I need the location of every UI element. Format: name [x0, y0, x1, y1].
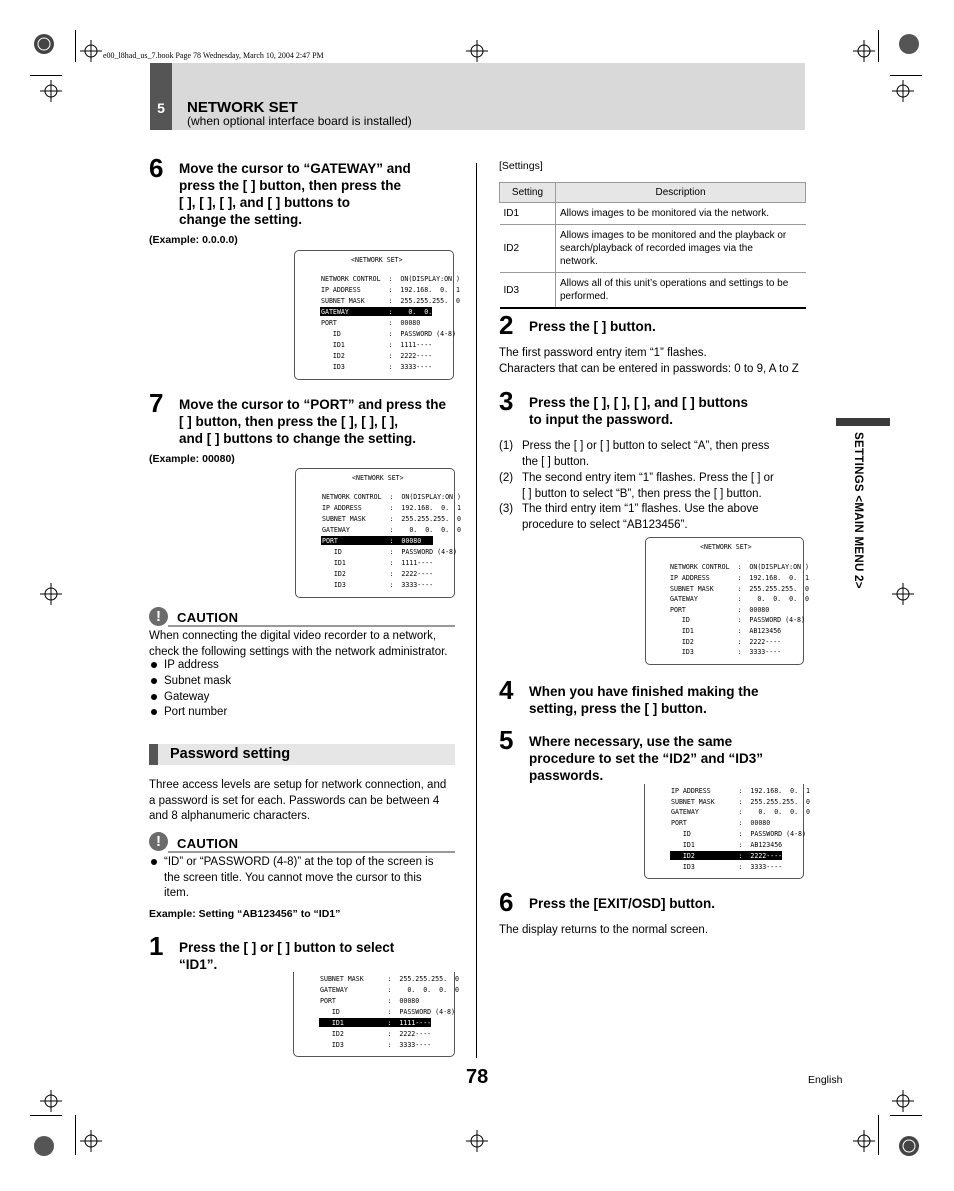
caution-text [149, 629, 459, 660]
crosshair-icon [40, 1090, 62, 1112]
osd-row: ID : PASSWORD (4-8) [671, 830, 806, 838]
osd-row: ID3 : 3333---- [322, 581, 434, 589]
language-label: English [808, 1074, 843, 1086]
page-title: NETWORK SET [187, 99, 298, 116]
step-instruction: Press the [ ] button. [529, 319, 656, 334]
crosshair-icon [892, 583, 914, 605]
osd-row: ID2 : 2222---- [320, 1030, 432, 1038]
text-line: [ ] button to select “B”, then press the [ ] button. [522, 487, 762, 500]
osd-screen [294, 250, 460, 380]
step-line: Move the cursor to “GATEWAY” and [179, 161, 411, 176]
bullet-item: Gateway [164, 691, 210, 703]
table-row [500, 225, 806, 273]
text-line: The third entry item “1” flashes. Use the above [522, 503, 759, 515]
step-line: When you have finished making the [529, 684, 759, 699]
osd-row: ID1 : 1111---- [322, 559, 434, 567]
osd-row: ID1 : AB123456 [671, 841, 783, 849]
osd-title: <NETWORK SET> [351, 256, 403, 264]
step-number: 2 [499, 310, 514, 340]
osd-row: SUBNET MASK : 255.255.255. 0 [670, 585, 809, 593]
crosshair-icon [80, 40, 102, 62]
text-line: item. [164, 887, 189, 899]
step-instruction [529, 733, 819, 784]
osd-row: PORT : 00080 [321, 319, 421, 327]
step-instruction [179, 396, 469, 447]
osd-row: PORT : 00080 [320, 997, 420, 1005]
step-number: 7 [149, 388, 164, 418]
intro-paragraph [149, 778, 459, 825]
osd-row: IP ADDRESS : 192.168. 0. 1 [671, 787, 810, 795]
osd-row: PORT : 00080 [671, 819, 771, 827]
caution-bullet-text [164, 855, 459, 902]
substep-number: (3) [499, 503, 514, 515]
step-number: 6 [499, 887, 514, 917]
substep-text [522, 439, 812, 470]
step-line: procedure to set the “ID2” and “ID3” [529, 751, 764, 766]
cell-line: Allows images to be monitored via the network. [560, 208, 769, 219]
caution-rule [168, 625, 455, 627]
substep-number: (2) [499, 472, 514, 484]
bullet-icon [151, 709, 157, 715]
table-cell [556, 203, 806, 225]
section-title: Password setting [170, 746, 291, 762]
table-header-row [500, 183, 806, 203]
crop-mark [890, 75, 922, 76]
step-instruction [179, 939, 469, 973]
cell-line: search/playback of recorded images via the [560, 243, 753, 254]
caution-icon: ! [149, 607, 168, 626]
text-line: Three access levels are setup for network connection, and [149, 779, 447, 791]
crosshair-icon [466, 40, 488, 62]
cell-line: Allows all of this unit’s operations and settings to be [560, 278, 789, 289]
section-tab [149, 744, 158, 765]
crop-mark [878, 30, 879, 62]
osd-screen [293, 972, 459, 1057]
osd-row: ID3 : 3333---- [671, 863, 783, 871]
crop-mark [890, 1115, 922, 1116]
step-body [499, 346, 819, 377]
step-line: Move the cursor to “PORT” and press the [179, 397, 447, 412]
step-instruction [529, 683, 819, 717]
crosshair-icon [80, 1130, 102, 1152]
osd-row: ID2 : 2222---- [670, 638, 782, 646]
example-label: (Example: 0.0.0.0) [149, 234, 238, 246]
step-line: and [ ] buttons to change the setting. [179, 431, 416, 446]
crosshair-icon [892, 80, 914, 102]
text-line: When connecting the digital video recorder to a network, [149, 630, 437, 642]
osd-row: ID1 : 1111---- [321, 341, 433, 349]
osd-row: ID : PASSWORD (4-8) [322, 548, 457, 556]
text-line: Press the [ ] or [ ] button to select “A”, then press [522, 440, 770, 452]
table-cell: ID2 [500, 225, 556, 273]
step-line: [ ], [ ], [ ], and [ ] buttons to [179, 195, 350, 210]
osd-row: ID1 : AB123456 [670, 627, 782, 635]
osd-screen [644, 784, 810, 879]
crop-mark [30, 1115, 62, 1116]
osd-row: GATEWAY : 0. 0. 0. 0 [670, 595, 809, 603]
crosshair-icon [40, 80, 62, 102]
osd-row: ID3 : 3333---- [320, 1041, 432, 1049]
registration-mark-icon [33, 1135, 55, 1157]
registration-mark-icon [898, 1135, 920, 1157]
crop-mark [75, 1115, 76, 1155]
table-cell: ID3 [500, 273, 556, 309]
side-tab [836, 418, 890, 644]
cell-line: Allows images to be monitored and the playback or [560, 230, 787, 241]
step-number: 5 [499, 725, 514, 755]
crop-mark [878, 1115, 879, 1155]
bullet-icon [151, 678, 157, 684]
osd-row: ID2 : 2222---- [321, 352, 433, 360]
osd-row: NETWORK CONTROL : ON(DISPLAY:ON ) [321, 275, 460, 283]
osd-screen [645, 537, 809, 665]
step-line: press the [ ] button, then press the [179, 178, 402, 193]
text-line: check the following settings with the network administrator. [149, 645, 448, 658]
crop-mark [75, 30, 76, 62]
side-tab-label: SETTINGS <MAIN MENU 2> [852, 432, 864, 589]
substep-text [522, 502, 812, 533]
table-header: Description [556, 183, 806, 203]
table-cell [556, 225, 806, 273]
column-divider [476, 163, 477, 1058]
osd-row: ID3 : 3333---- [321, 363, 433, 371]
substep-text [522, 471, 812, 502]
osd-row: NETWORK CONTROL : ON(DISPLAY:ON ) [322, 493, 461, 501]
bullet-icon [151, 859, 157, 865]
step-line: change the setting. [179, 212, 303, 227]
registration-mark-icon [898, 33, 920, 55]
settings-label: [Settings] [499, 160, 543, 172]
osd-row: SUBNET MASK : 255.255.255. 0 [320, 975, 459, 983]
osd-row: PORT : 00080 [670, 606, 770, 614]
step-instruction: Press the [EXIT/OSD] button. [529, 896, 716, 911]
step-body: The display returns to the normal screen. [499, 924, 709, 936]
bullet-item: Port number [164, 706, 228, 718]
caution-heading: CAUTION [177, 836, 239, 851]
caution-heading: CAUTION [177, 610, 239, 625]
crosshair-icon [853, 1130, 875, 1152]
osd-row: ID : PASSWORD (4-8) [670, 616, 805, 624]
crosshair-icon [892, 1090, 914, 1112]
osd-row: SUBNET MASK : 255.255.255. 0 [671, 798, 810, 806]
step-line: passwords. [529, 768, 604, 783]
step-line: Press the [ ], [ ], [ ], and [ ] buttons [529, 395, 748, 410]
caution-rule [168, 851, 455, 853]
osd-row: SUBNET MASK : 255.255.255. 0 [322, 515, 461, 523]
step-instruction [529, 394, 819, 428]
table-header: Setting [500, 183, 556, 203]
text-line: the screen title. You cannot move the cursor to this [164, 871, 422, 884]
print-info-line: e00_l8had_us_7.book Page 78 Wednesday, March 10, 2004 2:47 PM [103, 51, 324, 60]
table-row [500, 203, 806, 225]
osd-row: GATEWAY : 0. 0. 0. 0 [320, 986, 459, 994]
osd-row-selected: PORT : 00080 [322, 537, 422, 545]
step-number: 3 [499, 386, 514, 416]
osd-row: GATEWAY : 0. 0. 0. 0 [322, 526, 461, 534]
osd-row: SUBNET MASK : 255.255.255. 0 [321, 297, 460, 305]
osd-row: ID : PASSWORD (4-8) [321, 330, 456, 338]
text-line: “ID” or “PASSWORD (4-8)” at the top of the screen is [164, 856, 434, 868]
page-number: 78 [466, 1066, 489, 1088]
table-cell: ID1 [500, 203, 556, 225]
step-number: 6 [149, 153, 164, 183]
osd-row: ID2 : 2222---- [322, 570, 434, 578]
bullet-item: Subnet mask [164, 675, 232, 687]
bullet-icon [151, 662, 157, 668]
step-line: to input the password. [529, 412, 673, 427]
step-line: Press the [ ] or [ ] button to select [179, 940, 395, 955]
osd-screen [295, 468, 461, 598]
crosshair-icon [853, 40, 875, 62]
osd-title: <NETWORK SET> [700, 543, 752, 551]
chapter-number: 5 [157, 100, 165, 116]
osd-row: GATEWAY : 0. 0. 0. 0 [671, 808, 810, 816]
crop-mark [30, 75, 62, 76]
side-tab-bar [836, 418, 890, 426]
table-cell [556, 273, 806, 309]
example-heading: Example: Setting “AB123456” to “ID1” [149, 908, 341, 920]
crosshair-icon [466, 1130, 488, 1152]
osd-title: <NETWORK SET> [352, 474, 404, 482]
step-number: 4 [499, 675, 514, 705]
text-line: procedure to select “AB123456”. [522, 518, 688, 531]
bullet-item: IP address [164, 659, 219, 671]
chapter-tab [150, 63, 172, 130]
step-line: [ ] button, then press the [ ], [ ], [ ], [179, 414, 398, 429]
step-number: 1 [149, 931, 164, 961]
bullet-icon [151, 694, 157, 700]
osd-row: NETWORK CONTROL : ON(DISPLAY:ON ) [670, 563, 809, 571]
text-line: and 8 alphanumeric characters. [149, 810, 311, 822]
step-line: setting, press the [ ] button. [529, 701, 707, 716]
step-line: “ID1”. [179, 957, 218, 972]
page-subtitle: (when optional interface board is installed) [187, 114, 412, 128]
table-row [500, 273, 806, 309]
osd-row: IP ADDRESS : 192.168. 0. 1 [321, 286, 460, 294]
osd-row-selected: ID1 : 1111---- [320, 1019, 432, 1027]
text-line: a password is set for each. Passwords can be between 4 [149, 794, 440, 807]
crosshair-icon [40, 583, 62, 605]
substep-number: (1) [499, 440, 514, 452]
text-line: the [ ] button. [522, 455, 590, 468]
step-line: Where necessary, use the same [529, 734, 733, 749]
osd-row: ID : PASSWORD (4-8) [320, 1008, 455, 1016]
text-line: The first password entry item “1” flashes. [499, 347, 707, 359]
osd-row-selected: GATEWAY : 0. 0. 0. 0 [321, 308, 460, 316]
cell-line: performed. [560, 291, 609, 302]
cell-line: network. [560, 256, 598, 267]
text-line: Characters that can be entered in passwords: 0 to 9, A to Z [499, 362, 799, 375]
example-label: (Example: 00080) [149, 453, 235, 465]
caution-icon: ! [149, 832, 168, 851]
text-line: The second entry item “1” flashes. Press the [ ] or [522, 472, 774, 484]
step-instruction [179, 160, 469, 228]
settings-table [499, 182, 806, 309]
osd-row-selected: ID2 : 2222---- [671, 852, 783, 860]
osd-row: IP ADDRESS : 192.168. 0. 1 [322, 504, 461, 512]
osd-row: ID3 : 3333---- [670, 648, 782, 656]
registration-mark-icon [33, 33, 55, 55]
osd-row: IP ADDRESS : 192.168. 0. 1 [670, 574, 809, 582]
